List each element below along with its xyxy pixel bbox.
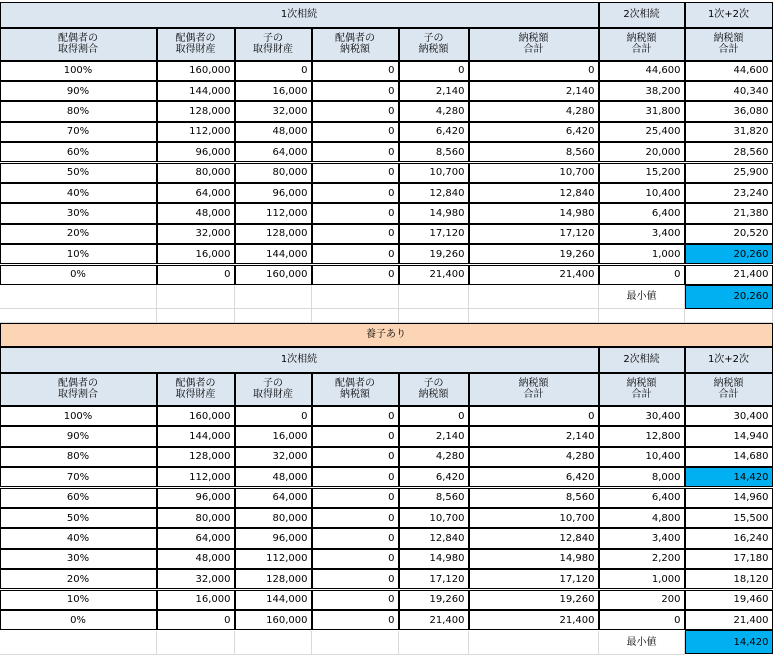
column-header: 子の 取得財産 — [235, 28, 312, 61]
value-cell[interactable]: 14,960 — [685, 488, 773, 508]
value-cell[interactable]: 0 — [399, 61, 469, 81]
value-cell[interactable]: 21,400 — [399, 610, 469, 630]
value-cell[interactable]: 96,000 — [157, 142, 235, 162]
value-cell[interactable]: 48,000 — [157, 549, 235, 569]
ratio-cell[interactable]: 20% — [0, 569, 157, 589]
value-cell[interactable]: 144,000 — [235, 244, 312, 264]
value-cell[interactable]: 112,000 — [235, 549, 312, 569]
value-cell[interactable]: 25,400 — [599, 122, 685, 142]
value-cell[interactable]: 6,420 — [399, 122, 469, 142]
value-cell[interactable]: 128,000 — [157, 101, 235, 121]
value-cell[interactable]: 40,340 — [685, 81, 773, 101]
value-cell[interactable]: 21,400 — [469, 265, 599, 285]
value-cell[interactable]: 21,380 — [685, 203, 773, 223]
ratio-cell[interactable]: 50% — [0, 508, 157, 528]
value-cell[interactable]: 14,980 — [399, 549, 469, 569]
value-cell[interactable]: 3,400 — [599, 224, 685, 244]
value-cell[interactable]: 80,000 — [157, 163, 235, 183]
value-cell[interactable]: 12,840 — [469, 528, 599, 548]
value-cell[interactable]: 2,140 — [469, 426, 599, 446]
column-header: 納税額 合計 — [599, 28, 685, 61]
value-cell[interactable]: 10,400 — [599, 183, 685, 203]
column-header: 配偶者の 取得割合 — [0, 28, 157, 61]
value-cell[interactable]: 16,000 — [157, 244, 235, 264]
ratio-cell[interactable]: 100% — [0, 406, 157, 426]
empty-cell[interactable] — [235, 285, 312, 309]
empty-cell[interactable] — [312, 285, 399, 309]
value-cell[interactable]: 0 — [469, 406, 599, 426]
column-header: 子の 取得財産 — [235, 373, 312, 406]
column-header: 配偶者の 納税額 — [312, 28, 399, 61]
value-cell[interactable]: 0 — [312, 163, 399, 183]
value-cell[interactable]: 0 — [312, 426, 399, 446]
value-cell[interactable]: 10,400 — [599, 447, 685, 467]
value-cell[interactable]: 112,000 — [157, 467, 235, 487]
value-cell[interactable]: 17,120 — [469, 569, 599, 589]
empty-cell[interactable] — [399, 309, 469, 323]
value-cell[interactable]: 36,080 — [685, 101, 773, 121]
value-cell[interactable]: 14,420 — [685, 467, 773, 487]
value-cell[interactable]: 4,280 — [469, 447, 599, 467]
value-cell[interactable]: 80,000 — [235, 508, 312, 528]
empty-cell[interactable] — [312, 631, 399, 655]
empty-cell[interactable] — [469, 309, 599, 323]
value-cell[interactable]: 0 — [399, 406, 469, 426]
value-cell[interactable]: 128,000 — [157, 447, 235, 467]
value-cell[interactable]: 21,400 — [399, 265, 469, 285]
empty-cell[interactable] — [399, 631, 469, 655]
ratio-cell[interactable]: 40% — [0, 183, 157, 203]
column-header: 配偶者の 取得財産 — [157, 373, 235, 406]
value-cell[interactable]: 14,980 — [469, 549, 599, 569]
empty-cell[interactable] — [599, 309, 685, 323]
value-cell[interactable]: 6,400 — [599, 203, 685, 223]
value-cell[interactable]: 0 — [312, 183, 399, 203]
empty-cell[interactable] — [157, 285, 235, 309]
value-cell[interactable]: 16,240 — [685, 528, 773, 548]
group-header-total: 1次+2次 — [685, 347, 773, 373]
value-cell[interactable]: 4,280 — [399, 101, 469, 121]
value-cell[interactable]: 0 — [312, 447, 399, 467]
value-cell[interactable]: 14,940 — [685, 426, 773, 446]
value-cell[interactable]: 0 — [312, 265, 399, 285]
value-cell[interactable]: 4,280 — [399, 447, 469, 467]
value-cell[interactable]: 0 — [312, 590, 399, 610]
value-cell[interactable]: 160,000 — [157, 406, 235, 426]
value-cell[interactable]: 17,120 — [399, 224, 469, 244]
column-header: 配偶者の 取得割合 — [0, 373, 157, 406]
value-cell[interactable]: 21,400 — [685, 610, 773, 630]
value-cell[interactable]: 21,400 — [469, 610, 599, 630]
value-cell[interactable]: 17,120 — [469, 224, 599, 244]
value-cell[interactable]: 128,000 — [235, 569, 312, 589]
value-cell[interactable]: 10,700 — [399, 163, 469, 183]
value-cell[interactable]: 8,560 — [469, 488, 599, 508]
value-cell[interactable]: 1,000 — [599, 569, 685, 589]
value-cell[interactable]: 19,260 — [399, 590, 469, 610]
section-band: 養子あり — [0, 323, 773, 347]
value-cell[interactable]: 0 — [312, 610, 399, 630]
group-header-2nd: 2次相続 — [599, 2, 685, 28]
ratio-cell[interactable]: 50% — [0, 163, 157, 183]
ratio-cell[interactable]: 0% — [0, 610, 157, 630]
value-cell[interactable]: 20,520 — [685, 224, 773, 244]
ratio-cell[interactable]: 70% — [0, 467, 157, 487]
value-cell[interactable]: 15,500 — [685, 508, 773, 528]
column-header: 配偶者の 納税額 — [312, 373, 399, 406]
ratio-cell[interactable]: 20% — [0, 224, 157, 244]
value-cell[interactable]: 160,000 — [235, 265, 312, 285]
value-cell[interactable]: 8,560 — [399, 488, 469, 508]
value-cell[interactable]: 19,460 — [685, 590, 773, 610]
value-cell[interactable]: 0 — [312, 549, 399, 569]
empty-cell[interactable] — [157, 631, 235, 655]
value-cell[interactable]: 48,000 — [235, 122, 312, 142]
empty-cell[interactable] — [0, 309, 157, 323]
value-cell[interactable]: 6,420 — [399, 467, 469, 487]
value-cell[interactable]: 14,980 — [469, 203, 599, 223]
value-cell[interactable]: 14,680 — [685, 447, 773, 467]
ratio-cell[interactable]: 10% — [0, 590, 157, 610]
value-cell[interactable]: 2,140 — [399, 81, 469, 101]
value-cell[interactable]: 160,000 — [235, 610, 312, 630]
value-cell[interactable]: 8,000 — [599, 467, 685, 487]
value-cell[interactable]: 0 — [312, 508, 399, 528]
value-cell[interactable]: 30,400 — [599, 406, 685, 426]
value-cell[interactable]: 64,000 — [235, 142, 312, 162]
value-cell[interactable]: 20,000 — [599, 142, 685, 162]
ratio-cell[interactable]: 80% — [0, 101, 157, 121]
ratio-cell[interactable]: 100% — [0, 61, 157, 81]
value-cell[interactable]: 0 — [312, 142, 399, 162]
group-header-2nd: 2次相続 — [599, 347, 685, 373]
value-cell[interactable]: 4,280 — [469, 101, 599, 121]
value-cell[interactable]: 2,200 — [599, 549, 685, 569]
value-cell[interactable]: 0 — [312, 81, 399, 101]
empty-cell[interactable] — [0, 285, 157, 309]
value-cell[interactable]: 80,000 — [235, 163, 312, 183]
value-cell[interactable]: 19,260 — [399, 244, 469, 264]
empty-cell[interactable] — [399, 285, 469, 309]
value-cell[interactable]: 3,400 — [599, 528, 685, 548]
value-cell[interactable]: 44,600 — [685, 61, 773, 81]
value-cell[interactable]: 38,200 — [599, 81, 685, 101]
value-cell[interactable]: 96,000 — [157, 488, 235, 508]
value-cell[interactable]: 80,000 — [157, 508, 235, 528]
empty-cell[interactable] — [312, 309, 399, 323]
value-cell[interactable]: 12,840 — [469, 183, 599, 203]
value-cell[interactable]: 64,000 — [157, 183, 235, 203]
ratio-cell[interactable]: 60% — [0, 142, 157, 162]
value-cell[interactable]: 0 — [312, 244, 399, 264]
value-cell[interactable]: 0 — [157, 265, 235, 285]
value-cell[interactable]: 0 — [157, 610, 235, 630]
value-cell[interactable]: 48,000 — [235, 467, 312, 487]
ratio-cell[interactable]: 80% — [0, 447, 157, 467]
value-cell[interactable]: 0 — [235, 406, 312, 426]
value-cell[interactable]: 0 — [312, 203, 399, 223]
ratio-cell[interactable]: 70% — [0, 122, 157, 142]
value-cell[interactable]: 10,700 — [469, 163, 599, 183]
empty-cell[interactable] — [469, 285, 599, 309]
ratio-cell[interactable]: 90% — [0, 426, 157, 446]
value-cell[interactable]: 25,900 — [685, 163, 773, 183]
value-cell[interactable]: 16,000 — [157, 590, 235, 610]
value-cell[interactable]: 20,260 — [685, 244, 773, 264]
value-cell[interactable]: 19,260 — [469, 590, 599, 610]
value-cell[interactable]: 0 — [312, 569, 399, 589]
value-cell[interactable]: 0 — [312, 406, 399, 426]
ratio-cell[interactable]: 0% — [0, 265, 157, 285]
min-label: 最小値 — [599, 285, 685, 309]
value-cell[interactable]: 0 — [312, 61, 399, 81]
ratio-cell[interactable]: 10% — [0, 244, 157, 264]
value-cell[interactable]: 48,000 — [157, 203, 235, 223]
value-cell[interactable]: 12,840 — [399, 183, 469, 203]
value-cell[interactable]: 16,000 — [235, 426, 312, 446]
value-cell[interactable]: 17,120 — [399, 569, 469, 589]
value-cell[interactable]: 64,000 — [157, 528, 235, 548]
group-header-1st: 1次相続 — [0, 347, 599, 373]
value-cell[interactable]: 6,400 — [599, 488, 685, 508]
value-cell[interactable]: 4,800 — [599, 508, 685, 528]
column-header: 配偶者の 取得財産 — [157, 28, 235, 61]
column-header: 納税額 合計 — [469, 373, 599, 406]
column-header: 納税額 合計 — [599, 373, 685, 406]
group-header-total: 1次+2次 — [685, 2, 773, 28]
ratio-cell[interactable]: 60% — [0, 488, 157, 508]
empty-cell[interactable] — [157, 309, 235, 323]
value-cell[interactable]: 31,820 — [685, 122, 773, 142]
value-cell[interactable]: 32,000 — [157, 569, 235, 589]
group-header-1st: 1次相続 — [0, 2, 599, 28]
value-cell[interactable]: 64,000 — [235, 488, 312, 508]
value-cell[interactable]: 18,120 — [685, 569, 773, 589]
value-cell[interactable]: 128,000 — [235, 224, 312, 244]
value-cell[interactable]: 10,700 — [399, 508, 469, 528]
value-cell[interactable]: 12,800 — [599, 426, 685, 446]
value-cell[interactable]: 0 — [312, 488, 399, 508]
value-cell[interactable]: 160,000 — [157, 61, 235, 81]
column-header: 納税額 合計 — [469, 28, 599, 61]
value-cell[interactable]: 31,800 — [599, 101, 685, 121]
value-cell[interactable]: 12,840 — [399, 528, 469, 548]
empty-cell[interactable] — [685, 309, 773, 323]
value-cell[interactable]: 0 — [599, 610, 685, 630]
min-label: 最小値 — [599, 631, 685, 655]
value-cell[interactable]: 0 — [312, 528, 399, 548]
value-cell[interactable]: 32,000 — [235, 101, 312, 121]
value-cell[interactable]: 32,000 — [235, 447, 312, 467]
value-cell[interactable]: 30,400 — [685, 406, 773, 426]
value-cell[interactable]: 0 — [312, 122, 399, 142]
value-cell[interactable]: 15,200 — [599, 163, 685, 183]
value-cell[interactable]: 0 — [312, 467, 399, 487]
value-cell[interactable]: 96,000 — [235, 183, 312, 203]
min-value-cell[interactable]: 20,260 — [685, 285, 773, 309]
column-header: 子の 納税額 — [399, 28, 469, 61]
ratio-cell[interactable]: 90% — [0, 81, 157, 101]
value-cell[interactable]: 96,000 — [235, 528, 312, 548]
value-cell[interactable]: 2,140 — [469, 81, 599, 101]
value-cell[interactable]: 10,700 — [469, 508, 599, 528]
value-cell[interactable]: 0 — [312, 224, 399, 244]
value-cell[interactable]: 200 — [599, 590, 685, 610]
empty-cell[interactable] — [469, 631, 599, 655]
value-cell[interactable]: 6,420 — [469, 467, 599, 487]
column-header: 納税額 合計 — [685, 28, 773, 61]
column-header: 子の 納税額 — [399, 373, 469, 406]
value-cell[interactable]: 0 — [599, 265, 685, 285]
value-cell[interactable]: 28,560 — [685, 142, 773, 162]
value-cell[interactable]: 144,000 — [157, 81, 235, 101]
ratio-cell[interactable]: 30% — [0, 203, 157, 223]
value-cell[interactable]: 8,560 — [399, 142, 469, 162]
value-cell[interactable]: 1,000 — [599, 244, 685, 264]
value-cell[interactable]: 0 — [235, 61, 312, 81]
value-cell[interactable]: 17,180 — [685, 549, 773, 569]
value-cell[interactable]: 16,000 — [235, 81, 312, 101]
value-cell[interactable]: 14,980 — [399, 203, 469, 223]
value-cell[interactable]: 112,000 — [235, 203, 312, 223]
value-cell[interactable]: 21,400 — [685, 265, 773, 285]
empty-cell[interactable] — [235, 309, 312, 323]
value-cell[interactable]: 32,000 — [157, 224, 235, 244]
value-cell[interactable]: 0 — [469, 61, 599, 81]
value-cell[interactable]: 8,560 — [469, 142, 599, 162]
value-cell[interactable]: 6,420 — [469, 122, 599, 142]
value-cell[interactable]: 112,000 — [157, 122, 235, 142]
value-cell[interactable]: 2,140 — [399, 426, 469, 446]
value-cell[interactable]: 144,000 — [157, 426, 235, 446]
ratio-cell[interactable]: 40% — [0, 528, 157, 548]
value-cell[interactable]: 19,260 — [469, 244, 599, 264]
value-cell[interactable]: 0 — [312, 101, 399, 121]
ratio-cell[interactable]: 30% — [0, 549, 157, 569]
value-cell[interactable]: 23,240 — [685, 183, 773, 203]
empty-cell[interactable] — [235, 631, 312, 655]
empty-cell[interactable] — [0, 631, 157, 655]
value-cell[interactable]: 44,600 — [599, 61, 685, 81]
min-value-cell[interactable]: 14,420 — [685, 630, 773, 654]
column-header: 納税額 合計 — [685, 373, 773, 406]
value-cell[interactable]: 144,000 — [235, 590, 312, 610]
